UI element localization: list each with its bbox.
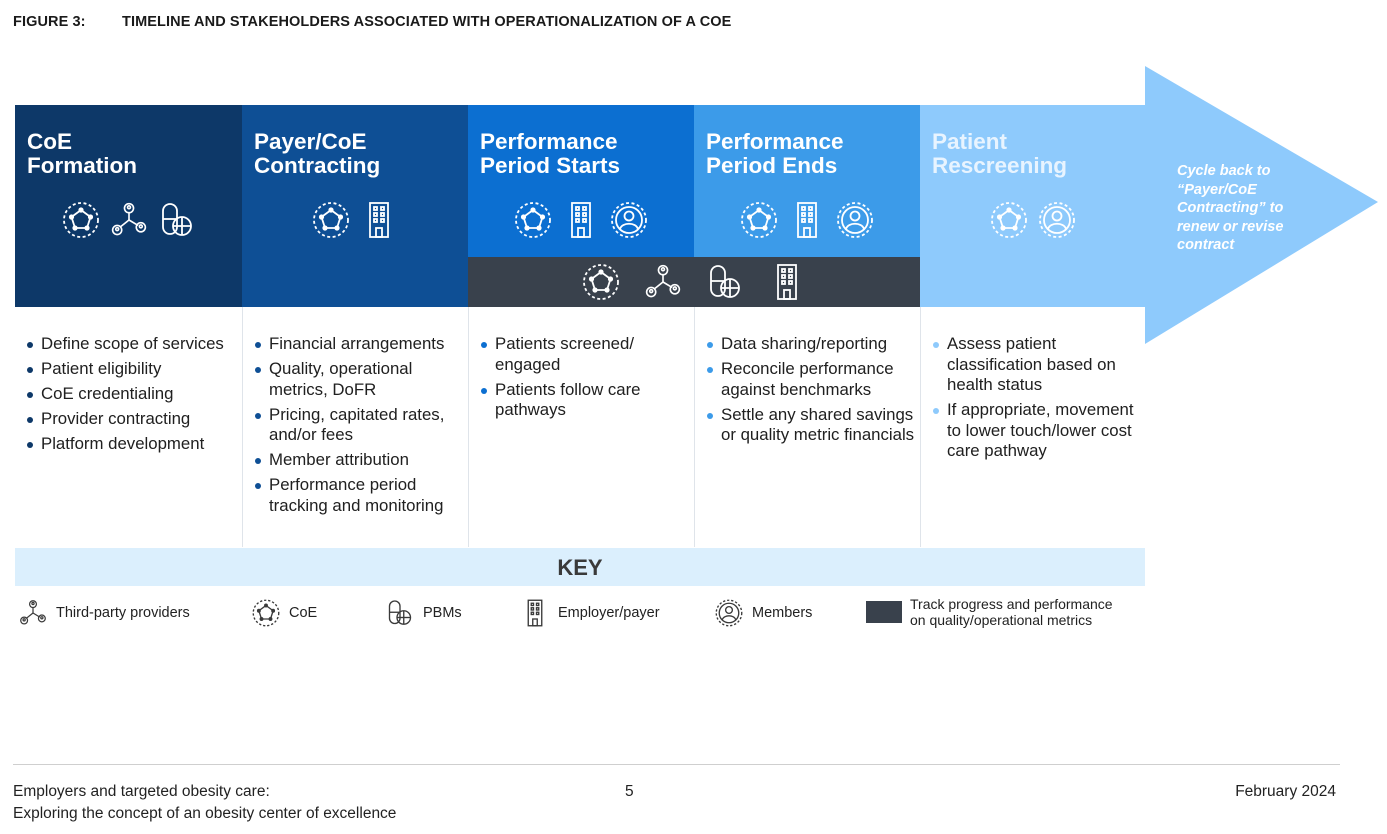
track-swatch — [866, 601, 902, 623]
employer-payer-icon — [561, 200, 601, 240]
employer-payer-icon — [767, 262, 807, 302]
stage-icons — [468, 200, 694, 240]
stage-bullets-coe-formation — [15, 307, 242, 547]
stage-title: Performance Period Starts — [480, 129, 621, 178]
employer-payer-icon — [520, 598, 550, 628]
stage-icons — [694, 200, 920, 240]
list-item: Platform development — [25, 434, 238, 455]
stage-bullets-performance-period-ends — [694, 307, 920, 547]
coe-icon — [311, 200, 351, 240]
coe-icon — [581, 262, 621, 302]
members-icon — [835, 200, 875, 240]
stage-coe-formation — [15, 105, 242, 307]
list-item: Reconcile performance against benchmarks — [705, 359, 916, 400]
stage-bullets-payer-coe-contracting — [242, 307, 468, 547]
key-label: CoE — [289, 605, 318, 621]
list-item: Member attribution — [253, 450, 464, 471]
list-item: Data sharing/reporting — [705, 334, 916, 355]
key-label: Third-party providers — [56, 605, 190, 621]
list-item: Patient eligibility — [25, 359, 238, 380]
employer-payer-icon — [359, 200, 399, 240]
stage-performance-period-ends — [694, 105, 920, 257]
list-item: Patients screened/ engaged — [479, 334, 690, 375]
list-item: Quality, operational metrics, DoFR — [253, 359, 464, 400]
stage-title: Payer/CoE Contracting — [254, 129, 381, 178]
list-item: Performance period tracking and monitoring — [253, 475, 464, 516]
third-party-providers-icon — [18, 598, 48, 628]
key-item-coe — [251, 598, 317, 628]
coe-icon — [989, 200, 1029, 240]
coe-icon — [251, 598, 281, 628]
footer-date: February 2024 — [1235, 783, 1336, 800]
key-label: Employer/payer — [558, 605, 660, 621]
cycle-back-text: Cycle back to “Payer/CoE Contracting” to renew or revise contract — [1177, 163, 1284, 253]
stage-patient-rescreening — [920, 105, 1146, 307]
list-item: Pricing, capitated rates, and/or fees — [253, 405, 464, 446]
third-party-providers-icon — [643, 262, 683, 302]
pbms-icon — [385, 598, 415, 628]
list-item: Patients follow care pathways — [479, 380, 690, 421]
key-label: Members — [752, 605, 813, 621]
figure-title-text: TIMELINE AND STAKEHOLDERS ASSOCIATED WITH OPERATIONALIZATION OF A COE — [122, 14, 732, 30]
page-number: 5 — [625, 783, 634, 800]
footer-divider — [13, 764, 1340, 765]
third-party-providers-icon — [109, 200, 149, 240]
members-icon — [1037, 200, 1077, 240]
stage-icons — [15, 200, 242, 240]
list-item: If appropriate, movement to lower touch/lower cost care pathway — [931, 400, 1142, 462]
pbms-icon — [705, 262, 745, 302]
employer-payer-icon — [787, 200, 827, 240]
list-item: Settle any shared savings or quality metric financials — [705, 405, 916, 446]
stage-bullets-performance-period-starts — [468, 307, 694, 547]
stage-performance-period-starts — [468, 105, 694, 257]
members-icon — [609, 200, 649, 240]
key-item-track-progress — [866, 596, 1113, 628]
key-label: PBMs — [423, 605, 462, 621]
stage-payer-coe-contracting — [242, 105, 468, 307]
key-item-employer-payer — [520, 598, 660, 628]
stage-title: Patient Rescreening — [932, 129, 1068, 178]
footer-doc-title: Employers and targeted obesity care: Exploring the concept of an obesity center of excellence — [13, 783, 397, 822]
coe-icon — [739, 200, 779, 240]
stage-title: CoE Formation — [27, 129, 137, 178]
list-item: Financial arrangements — [253, 334, 464, 355]
stage-bullets-patient-rescreening — [920, 307, 1146, 547]
coe-icon — [513, 200, 553, 240]
stage-icons — [920, 200, 1146, 240]
pbms-icon — [157, 200, 197, 240]
tracking-bar — [468, 257, 920, 307]
key-heading: KEY — [15, 548, 1145, 586]
coe-icon — [61, 200, 101, 240]
list-item: Assess patient classification based on health status — [931, 334, 1142, 396]
key-item-third-party-providers — [18, 598, 190, 628]
key-item-pbms — [385, 598, 462, 628]
figure-number: FIGURE 3: — [13, 14, 86, 30]
list-item: CoE credentialing — [25, 384, 238, 405]
stage-icons — [242, 200, 468, 240]
figure-title — [13, 14, 731, 30]
members-icon — [714, 598, 744, 628]
stage-title: Performance Period Ends — [706, 129, 844, 178]
key-label: Track progress and performance on quality/operational metrics — [910, 596, 1113, 628]
key-item-members — [714, 598, 812, 628]
list-item: Define scope of services — [25, 334, 238, 355]
list-item: Provider contracting — [25, 409, 238, 430]
